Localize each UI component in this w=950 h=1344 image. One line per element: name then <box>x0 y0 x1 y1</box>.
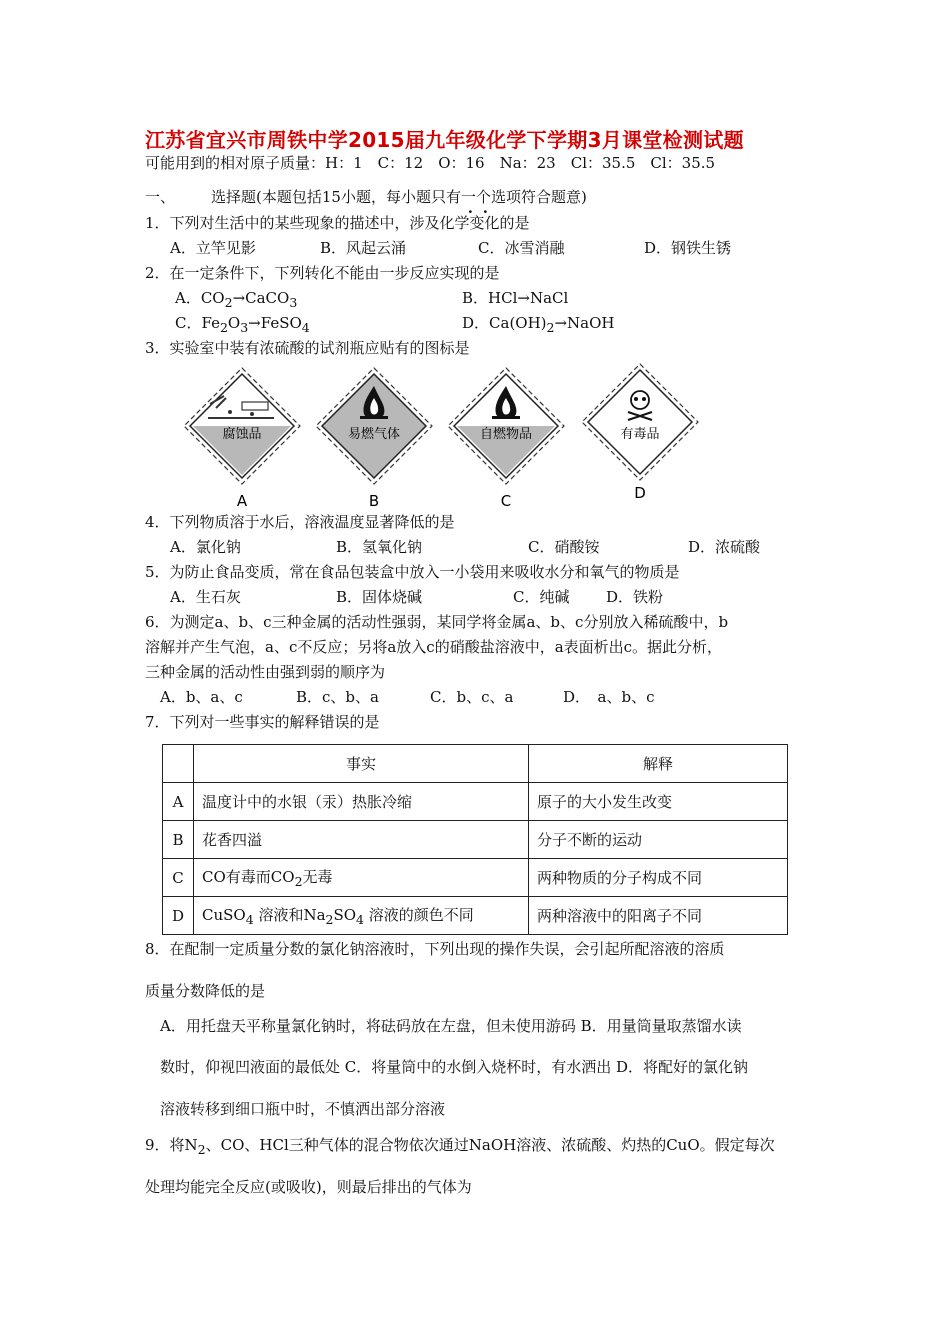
table-corner <box>163 745 194 783</box>
q2-option-d: D．$Ca(OH)_2\to NaOH$ <box>462 314 615 335</box>
row-fact: CuSO$_4$ 溶液和$Na_2SO_4$ 溶液的颜色不同 <box>194 897 529 935</box>
row-key: C <box>163 859 194 897</box>
q3-stem: 3．实验室中装有浓硫酸的试剂瓶应贴有的图标是 <box>145 339 470 357</box>
q8-line-2: 质量分数降低的是 <box>145 982 266 1000</box>
q6-line-3: 三种金属的活动性由强到弱的顺序为 <box>145 663 386 681</box>
q4-stem: 4．下列物质溶于水后，溶液温度显著降低的是 <box>145 513 455 531</box>
atomic-mass-line: 可能用到的相对原子质量：H：1 C：12 O：16 Na：23 Cl：35.5 Cl：35.5 <box>145 154 716 172</box>
q9-line-2: 处理均能完全反应(或吸收)，则最后排出的气体为 <box>145 1178 472 1196</box>
facts-table <box>162 744 788 935</box>
table-row <box>163 859 788 897</box>
table-header-row <box>163 745 788 783</box>
q5-option-b: B．固体烧碱 <box>336 588 423 606</box>
table-row <box>163 821 788 859</box>
q2-option-c: C．$Fe_2O_3\to FeSO_4$ <box>175 314 310 335</box>
hazard-sign-c <box>444 364 568 512</box>
sign-d-text: 有毒品 <box>620 427 660 442</box>
section-number: 一、 <box>145 188 176 206</box>
hazard-sign-b <box>312 364 436 512</box>
q9-line-1: 9．将$N_2$、CO、HCl三种气体的混合物依次通过NaOH溶液、浓硫酸、灼热的CuO。假定每次 <box>145 1136 775 1157</box>
q5-stem: 5．为防止食品变质，常在食品包装盒中放入一小袋用来吸收水分和氧气的物质是 <box>145 563 680 581</box>
header-fact: 事实 <box>194 745 529 783</box>
q6-option-d: D． a、b、c <box>563 688 655 706</box>
q4-option-a: A．氯化钠 <box>170 538 241 556</box>
q5-option-d: D．铁粉 <box>606 588 664 606</box>
q2-option-a: A．$CO_2\to CaCO_3$ <box>175 289 298 310</box>
q7-stem: 7．下列对一些事实的解释错误的是 <box>145 713 380 731</box>
sign-c-label: C <box>500 492 512 510</box>
row-key: D <box>163 897 194 935</box>
table-row <box>163 783 788 821</box>
q6-option-b: B．c、b、a <box>296 688 379 706</box>
sign-a-text: 腐蚀品 <box>222 427 262 442</box>
q8-line-3: A．用托盘天平称量氯化钠时，将砝码放在左盘，但未使用游码 B．用量筒量取蒸馏水读 <box>160 1017 742 1035</box>
sign-a-label: A <box>236 492 248 510</box>
row-fact: CO有毒而$CO_2$无毒 <box>194 859 529 897</box>
q2-stem: 2．在一定条件下，下列转化不能由一步反应实现的是 <box>145 264 500 282</box>
table-row <box>163 897 788 935</box>
q8-line-5: 溶液转移到细口瓶中时，不慎洒出部分溶液 <box>160 1100 446 1118</box>
row-key: B <box>163 821 194 859</box>
q6-option-a: A．b、a、c <box>160 688 243 706</box>
q4-option-c: C．硝酸铵 <box>528 538 600 556</box>
page-title: 江苏省宜兴市周铁中学2015届九年级化学下学期3月课堂检测试题 <box>145 128 744 152</box>
q6-line-2: 溶解并产生气泡，a、c不反应；另将a放入c的硝酸盐溶液中，a表面析出c。据此分析， <box>145 638 723 656</box>
row-reason: 原子的大小发生改变 <box>529 783 788 821</box>
q6-line-1: 6．为测定a、b、c三种金属的活动性强弱，某同学将金属a、b、c分别放入稀硫酸中，b <box>145 613 729 631</box>
q8-line-4: 数时，仰视凹液面的最低处 C．将量筒中的水倒入烧杯时，有水洒出 D．将配好的氯化钠 <box>160 1058 749 1076</box>
sign-c-text: 自燃物品 <box>479 427 533 442</box>
q8-line-1: 8．在配制一定质量分数的氯化钠溶液时，下列出现的操作失误，会引起所配溶液的溶质 <box>145 940 725 958</box>
row-reason: 两种物质的分子构成不同 <box>529 859 788 897</box>
q6-option-c: C．b、c、a <box>430 688 514 706</box>
q1-stem: 1．下列对生活中的某些现象的描述中，涉及化学变化的是 <box>145 214 530 232</box>
row-fact: 花香四溢 <box>194 821 529 859</box>
row-reason: 两种溶液中的阳离子不同 <box>529 897 788 935</box>
hazard-sign-a <box>180 364 304 512</box>
section-heading: 选择题(本题包括15小题，每小题只有一个选项符合题意) <box>211 188 587 206</box>
header-reason: 解释 <box>529 745 788 783</box>
q1-option-c: C．冰雪消融 <box>478 239 565 257</box>
q2-option-b: B．HCl→NaCl <box>462 289 569 307</box>
sign-b-label: B <box>368 492 380 510</box>
q1-option-d: D．钢铁生锈 <box>644 239 732 257</box>
row-reason: 分子不断的运动 <box>529 821 788 859</box>
hazard-sign-d <box>578 360 702 508</box>
sign-d-label: D <box>634 484 646 502</box>
row-fact: 温度计中的水银（汞）热胀冷缩 <box>194 783 529 821</box>
q5-option-a: A．生石灰 <box>170 588 241 606</box>
row-key: A <box>163 783 194 821</box>
q4-option-b: B．氢氧化钠 <box>336 538 423 556</box>
q1-option-a: A．立竿见影 <box>170 239 256 257</box>
q1-option-b: B．风起云涌 <box>320 239 407 257</box>
q5-option-c: C．纯碱 <box>513 588 570 606</box>
q4-option-d: D．浓硫酸 <box>688 538 761 556</box>
sign-b-text: 易燃气体 <box>347 427 401 442</box>
